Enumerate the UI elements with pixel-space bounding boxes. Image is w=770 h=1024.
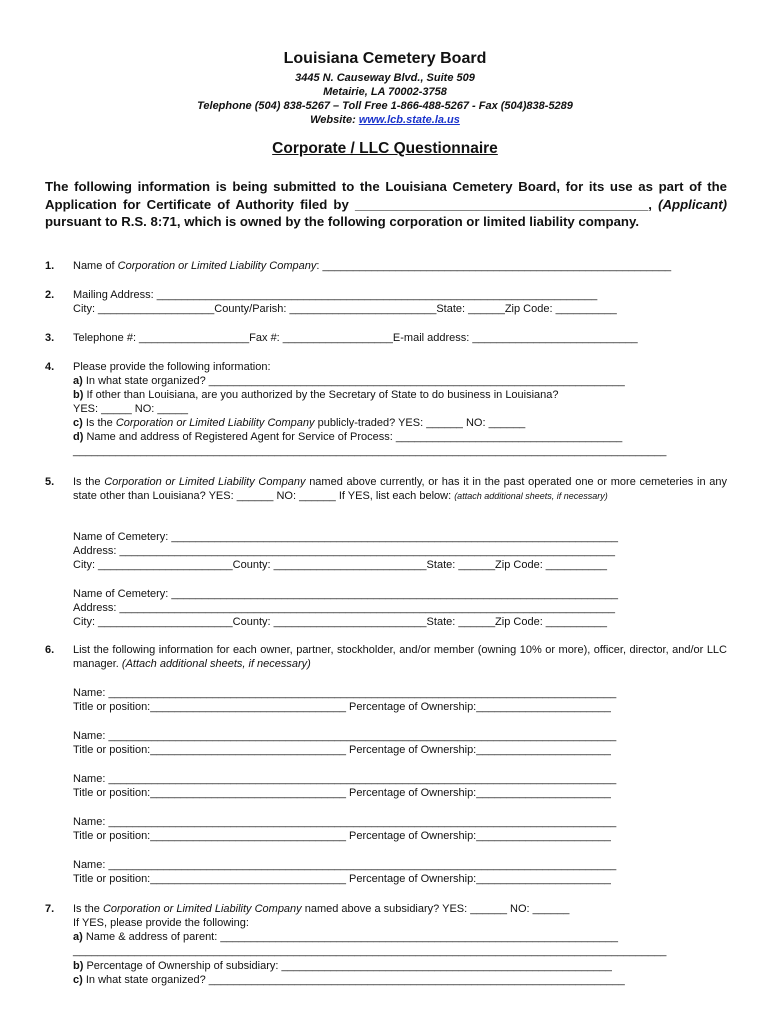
- board-phone-line: Telephone (504) 838-5267 – Toll Free 1-866-488-5267 - Fax (504)838-5289: [197, 100, 573, 112]
- q7a-parent-field[interactable]: [73, 930, 618, 944]
- q7-if-yes: If YES, please provide the following:: [73, 917, 249, 929]
- cemetery-2-name-field[interactable]: Name of Cemetery: _________________________________________________________________________: [73, 588, 619, 600]
- q2-city-state-zip-field[interactable]: City: ___________________County/Parish: ________________________State: ______Zip Code: __________: [73, 303, 617, 315]
- q3-contact-field[interactable]: Telephone #: __________________Fax #: __________________E-mail address: ___________________________: [73, 332, 638, 344]
- cemetery-1-name-field[interactable]: Name of Cemetery: _________________________________________________________________________: [73, 531, 619, 543]
- owner-1-name-field[interactable]: Name: ___________________________________________________________________________________: [73, 687, 617, 699]
- owner-4-name-field[interactable]: Name: ___________________________________________________________________________________: [73, 816, 617, 828]
- form-title: Corporate / LLC Questionnaire: [272, 140, 498, 157]
- q4b-question: [73, 388, 559, 402]
- q4d-text: Name and address of Registered Agent for Service of Process: _____________________________________: [83, 431, 623, 443]
- q7b-ownership-field[interactable]: [73, 959, 612, 973]
- q4c-label: c): [73, 417, 83, 429]
- cemetery-2-city-field[interactable]: City: ______________________County: _________________________State: ______Zip Code: __________: [73, 616, 607, 628]
- owner-2-name-field[interactable]: Name: ___________________________________________________________________________________: [73, 730, 617, 742]
- q4c-publicly-traded-field[interactable]: [73, 416, 525, 430]
- q2-number: 2.: [45, 289, 55, 301]
- q5-number: 5.: [45, 476, 55, 488]
- q4a-text: In what state organized? ____________________________________________________________________: [82, 375, 625, 387]
- intro-applicant: (Applicant): [658, 196, 727, 212]
- owner-5-title-field[interactable]: Title or position:________________________________ Percentage of Ownership:______________________: [73, 873, 611, 885]
- q6-text-ital: (Attach additional sheets, if necessary): [121, 658, 311, 670]
- q4c-post: publicly-traded? YES: ______ NO: ______: [314, 417, 526, 429]
- q7a-label: a): [73, 931, 83, 943]
- board-website-line: [0, 114, 770, 126]
- owner-3-title-field[interactable]: Title or position:________________________________ Percentage of Ownership:______________________: [73, 787, 611, 799]
- q7a-blank-line[interactable]: _________________________________________________________________________________________________: [73, 945, 667, 957]
- owner-3-name-field[interactable]: Name: ___________________________________________________________________________________: [73, 773, 617, 785]
- q6-text-1: List the following information for each owner, partner, stockholder, and/or member (owning 10% or more), officer, director, and/or LLC manager.: [73, 644, 727, 670]
- q4d-registered-agent-field[interactable]: [73, 430, 622, 444]
- intro-part2: pursuant to R.S. 8:71, which is owned by the following corporation or limited liability company.: [45, 214, 639, 229]
- q1-company-name-field[interactable]: [73, 259, 671, 273]
- q1-number: 1.: [45, 260, 55, 272]
- q1-text-c: : _________________________________________________________: [316, 260, 672, 272]
- q4-intro: Please provide the following information:: [73, 361, 271, 373]
- q5-text-ital: Corporation or Limited Liability Company: [104, 476, 306, 488]
- q4b-label: b): [73, 389, 84, 401]
- q6-question: [73, 643, 727, 671]
- owner-5-name-field[interactable]: Name: ___________________________________________________________________________________: [73, 859, 617, 871]
- cemetery-2-address-field[interactable]: Address: _________________________________________________________________________________: [73, 602, 615, 614]
- q4d-blank-line[interactable]: _________________________________________________________________________________________________: [73, 445, 667, 457]
- owner-1-title-field[interactable]: Title or position:________________________________ Percentage of Ownership:______________________: [73, 701, 611, 713]
- intro-part1: The following information is being submitted to the Louisiana Cemetery Board, for its use as part of the Application for Certificate of Authority filed by ________________________________________,: [45, 179, 727, 212]
- q4-number: 4.: [45, 361, 55, 373]
- owner-4-title-field[interactable]: Title or position:________________________________ Percentage of Ownership:______________________: [73, 830, 611, 842]
- q7-subsidiary-field[interactable]: [73, 902, 569, 916]
- q7c-text: In what state organized? ____________________________________________________________________: [82, 974, 625, 986]
- q7-pre: Is the: [73, 903, 103, 915]
- owner-2-title-field[interactable]: Title or position:________________________________ Percentage of Ownership:______________________: [73, 744, 611, 756]
- q7b-label: b): [73, 960, 84, 972]
- q1-text-a: Name of: [73, 260, 118, 272]
- q3-number: 3.: [45, 332, 55, 344]
- q4a-state-organized-field[interactable]: [73, 374, 625, 388]
- q5-question: [73, 475, 727, 503]
- q4c-pre: Is the: [82, 417, 116, 429]
- cemetery-1-address-field[interactable]: Address: _________________________________________________________________________________: [73, 545, 615, 557]
- q7-ital: Corporation or Limited Liability Company: [102, 903, 302, 915]
- q4b-yes-no-field[interactable]: YES: _____ NO: _____: [73, 403, 188, 415]
- q5-attach-note: (attach additional sheets, if necessary): [454, 491, 608, 501]
- q5-text-1: Is the: [73, 476, 105, 488]
- q5-text-2: named above currently, or has it in the past operated one or more cemeteries in any state other than Louisiana? YES: ______ NO: ______ If YES, list each below:: [73, 476, 727, 502]
- website-link[interactable]: www.lcb.state.la.us: [358, 114, 460, 126]
- board-address-line2: Metairie, LA 70002-3758: [323, 86, 447, 98]
- q2-mailing-address-field[interactable]: Mailing Address: ________________________________________________________________________: [73, 289, 598, 301]
- q7c-label: c): [73, 974, 83, 986]
- board-address-line1: 3445 N. Causeway Blvd., Suite 509: [295, 72, 475, 84]
- intro-paragraph: [45, 178, 727, 231]
- q4a-label: a): [73, 375, 83, 387]
- cemetery-1-city-field[interactable]: City: ______________________County: _________________________State: ______Zip Code: __________: [73, 559, 607, 571]
- q7-number: 7.: [45, 903, 55, 915]
- board-name: Louisiana Cemetery Board: [283, 50, 487, 67]
- q4c-ital: Corporation or Limited Liability Company: [115, 417, 315, 429]
- q7b-text: Percentage of Ownership of subsidiary: ______________________________________________________: [83, 960, 612, 972]
- q7-post: named above a subsidiary? YES: ______ NO: ______: [301, 903, 570, 915]
- q6-number: 6.: [45, 644, 55, 656]
- q4d-label: d): [73, 431, 84, 443]
- q1-text-b: Corporation or Limited Liability Company: [117, 260, 317, 272]
- q4b-text: If other than Louisiana, are you authorized by the Secretary of State to do business in Louisiana?: [83, 389, 559, 401]
- q7a-text: Name & address of parent: _________________________________________________________________: [82, 931, 618, 943]
- q7c-state-field[interactable]: [73, 973, 625, 987]
- website-label: Website:: [310, 114, 359, 126]
